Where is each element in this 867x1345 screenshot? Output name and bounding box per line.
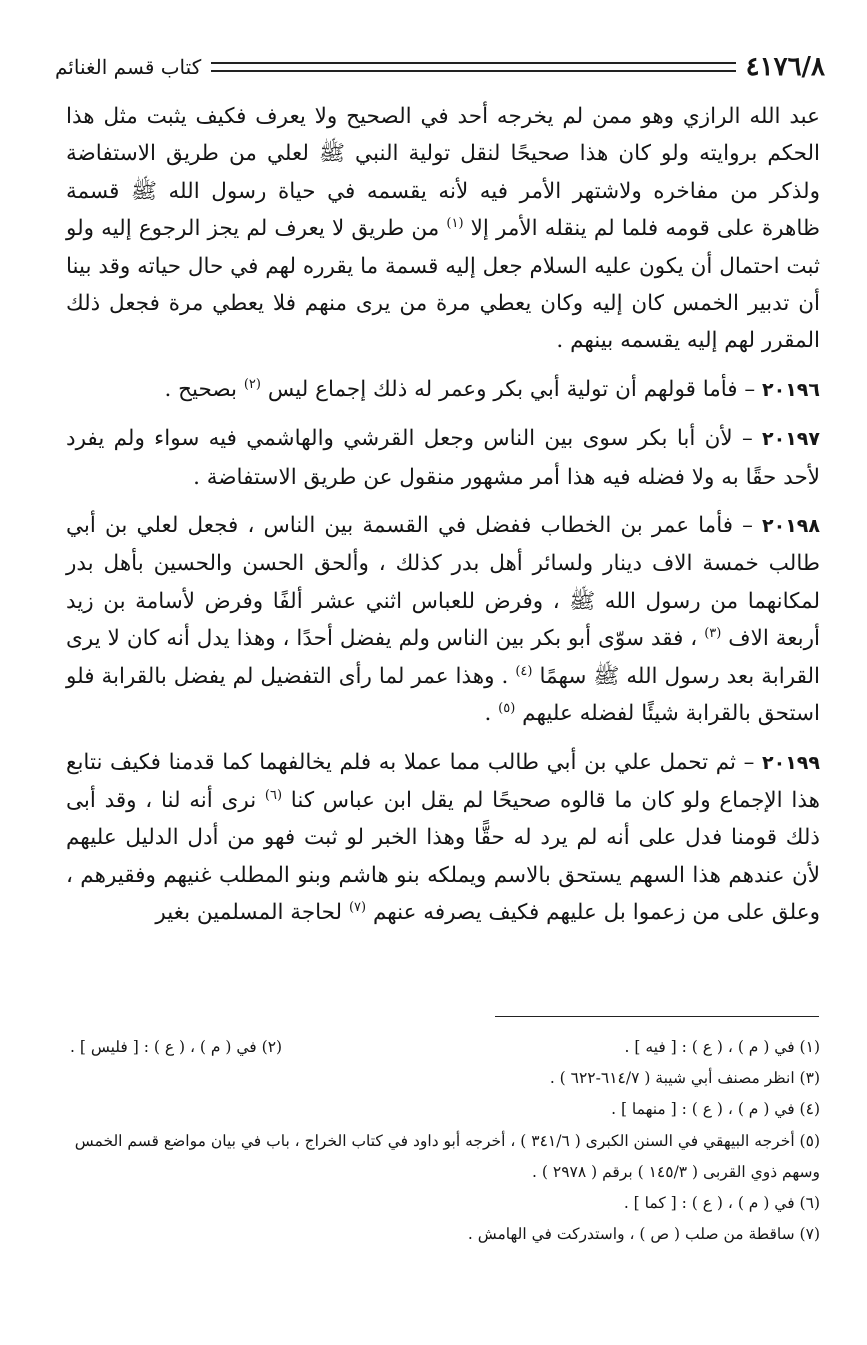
paragraph-text: – فأما قولهم أن تولية أبي بكر وعمر له ذلك إجماع ليس	[267, 376, 756, 402]
footnote-ref-2[interactable]: (٢)	[243, 376, 261, 392]
footnote-7: (٧) ساقطة من صلب ( ص ) ، واستدركت في الهامش .	[467, 1225, 820, 1244]
footnote-ref-1[interactable]: (١)	[446, 216, 464, 232]
paragraph-20199	[66, 744, 820, 932]
footnote-1: (١) في ( م ) ، ( ع ) : [ فيه ] .	[624, 1038, 820, 1056]
book-title: كتاب قسم الغنائم	[55, 55, 202, 79]
footnotes	[70, 1032, 820, 1250]
paragraph-text: .	[484, 701, 492, 727]
paragraph-number: ٢٠١٩٧	[762, 428, 820, 451]
footnote-ref-3[interactable]: (٣)	[704, 626, 722, 642]
paragraph-text: – لأن أبا بكر سوى بين الناس وجعل القرشي والهاشمي فيه سواء ولم يفرد لأحد حقًا به ولا فضله فيه هذا أمر مشهور منقول عن طريق الاستفاضة .	[66, 426, 820, 490]
header-double-rule	[211, 62, 735, 72]
paragraph-number: ٢٠١٩٩	[762, 751, 820, 774]
footnote-row	[70, 1032, 820, 1063]
paragraph-text: نرى أنه لنا ، وقد أبى ذلك قومنا فدل على أنه لم يرد له حقًّا وهذا الخبر لو ثبت فهو من أدل الدليل عليهم لأن عندهم هذا السهم يستحق بالاسم ويملكه بنو هاشم وبنو المطلب غنيهم وفقيرهم ، وعلق على من زعموا بل عليهم فكيف يصرفه عنهم	[66, 787, 820, 926]
page-number: ٤١٧٦/٨	[745, 52, 825, 82]
paragraph-number: ٢٠١٩٦	[762, 378, 820, 401]
footnote-ref-4[interactable]: (٤)	[515, 663, 533, 679]
footnote-4: (٤) في ( م ) ، ( ع ) : [ منهما ] .	[611, 1100, 820, 1119]
footnote-ref-5[interactable]: (٥)	[498, 700, 516, 716]
paragraph-text: من طريق لا يعرف لم يجز الرجوع إليه ولو ثبت احتمال أن يكون عليه السلام جعل إليه قسمة ما يقرره لهم في حال حياته وقد بينا أن تدبير الخمس كان إليه وكان يعطي مرة من يرى منهم فلا يعطي مرة فجعل ذلك المقرر لهم إليه يقسمه بينهم .	[66, 216, 820, 354]
paragraph-text: . وهذا عمر لما رأى التفضيل لم يفضل بالقرابة فلو استحق بالقرابة شيئًا لفضله عليهم	[66, 663, 820, 727]
paragraph-text: – فأما عمر بن الخطاب ففضل في القسمة بين الناس ، فجعل لعلي بن أبي طالب خمسة الاف دينار ولسائر أهل بدر كذلك ، وألحق الحسن والحسين بأهل بدر لمكانهما من رسول الله ﷺ ، وفرض للعباس اثني عشر ألفًا وفرض لأسامة بن زيد أربعة الاف	[66, 513, 820, 652]
paragraph-text: بصحيح .	[164, 376, 237, 402]
footnote-separator	[495, 1016, 819, 1017]
main-text	[66, 98, 820, 932]
paragraph-20197	[66, 420, 820, 496]
footnote-3: (٣) انظر مصنف أبي شيبة ( ٦١٤/٧-٦٢٢ ) .	[549, 1069, 820, 1088]
paragraph-20198	[66, 507, 820, 732]
paragraph-20196	[66, 371, 820, 409]
paragraph-text: ، فقد سوّى أبو بكر بين الناس ولم يفضل أحدًا ، وهذا يدل أنه كان لا يرى القرابة بعد رسول الله ﷺ سهمًا	[66, 626, 821, 689]
footnote-5: (٥) أخرجه البيهقي في السنن الكبرى ( ٣٤١/٦ ) ، أخرجه أبو داود في كتاب الخراج ، باب في بيان مواضع قسم الخمس وسهم ذوي القربى ( ١٤٥/٣ ) برقم ( ٢٩٧٨ ) .	[74, 1131, 820, 1181]
footnote-ref-6[interactable]: (٦)	[264, 787, 283, 803]
footnote-ref-7[interactable]: (٧)	[348, 899, 367, 915]
paragraph-text: لحاجة المسلمين بغير	[155, 900, 343, 926]
footnote-6: (٦) في ( م ) ، ( ع ) : [ كما ] .	[623, 1194, 820, 1213]
paragraph-number: ٢٠١٩٨	[762, 515, 820, 538]
footnote-2: (٢) في ( م ) ، ( ع ) : [ فليس ] .	[70, 1038, 283, 1056]
paragraph-continuation	[66, 98, 820, 360]
paragraph-text: – ثم تحمل علي بن أبي طالب مما عملا به فلم يخالفهما كما قدمنا فكيف نتابع هذا الإجماع ولو كان ما قالوه صحيحًا لم يقل ابن عباس كنا	[66, 749, 820, 813]
running-header	[55, 48, 825, 86]
paragraph-text: عبد الله الرازي وهو ممن لم يخرجه أحد في الصحيح ولا يعرف فكيف يثبت مثل هذا الحكم بروايته ولو كان هذا صحيحًا لنقل تولية النبي ﷺ لعلي من طريق الاستفاضة ولذكر من مفاخره ولاشتهر الأمر فيه لأنه يقسمه في حياة رسول الله ﷺ قسمة ظاهرة على قومه فلما لم ينقله الأمر إلا	[66, 104, 820, 242]
